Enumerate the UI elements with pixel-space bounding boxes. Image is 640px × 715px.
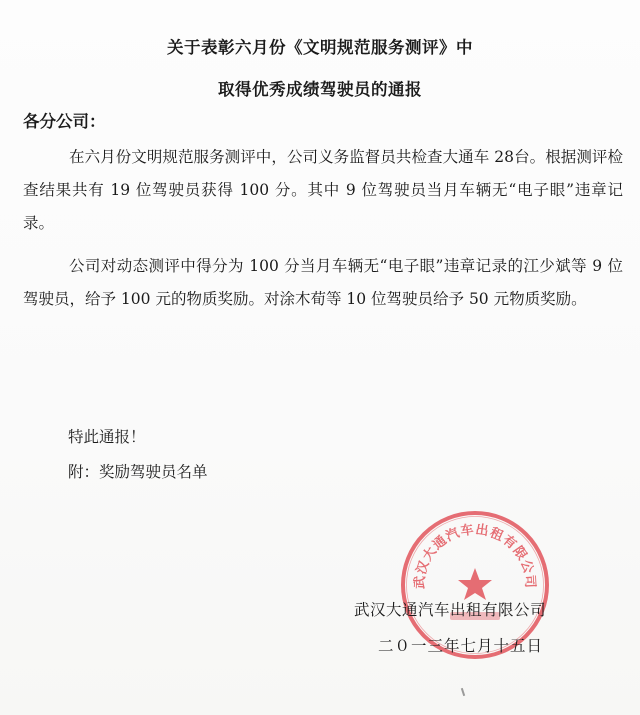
salutation: 各分公司：: [23, 112, 106, 131]
scan-speck: [461, 688, 465, 696]
attachment-note: 附：奖励驾驶员名单: [68, 463, 208, 481]
body-paragraph-1: 在六月份文明规范服务测评中，公司义务监督员共检查大通车 28台。根据测评检查结果共有 19 位驾驶员获得 100 分。其中 9 位驾驶员当月车辆无“电子眼”违章记录。: [23, 148, 623, 232]
document-date: 二０一三年七月十五日: [378, 637, 544, 655]
signer-company: 武汉大通汽车出租有限公司: [354, 601, 547, 619]
seal-text: 武汉大通汽车出租有限公司: [412, 522, 538, 590]
document-title-line-1: 关于表彰六月份《文明规范服务测评》中: [167, 38, 473, 57]
closing-remark: 特此通报！: [68, 428, 146, 446]
document-title-line-2: 取得优秀成绩驾驶员的通报: [218, 80, 422, 99]
seal-star-icon: [458, 568, 492, 600]
body-paragraph-2: 公司对动态测评中得分为 100 分当月车辆无“电子眼”违章记录的江少斌等 9 位驾驶员，给予 100 元的物质奖励。对涂木荀等 10 位驾驶员给予 50 元物质奖励。: [23, 257, 623, 308]
